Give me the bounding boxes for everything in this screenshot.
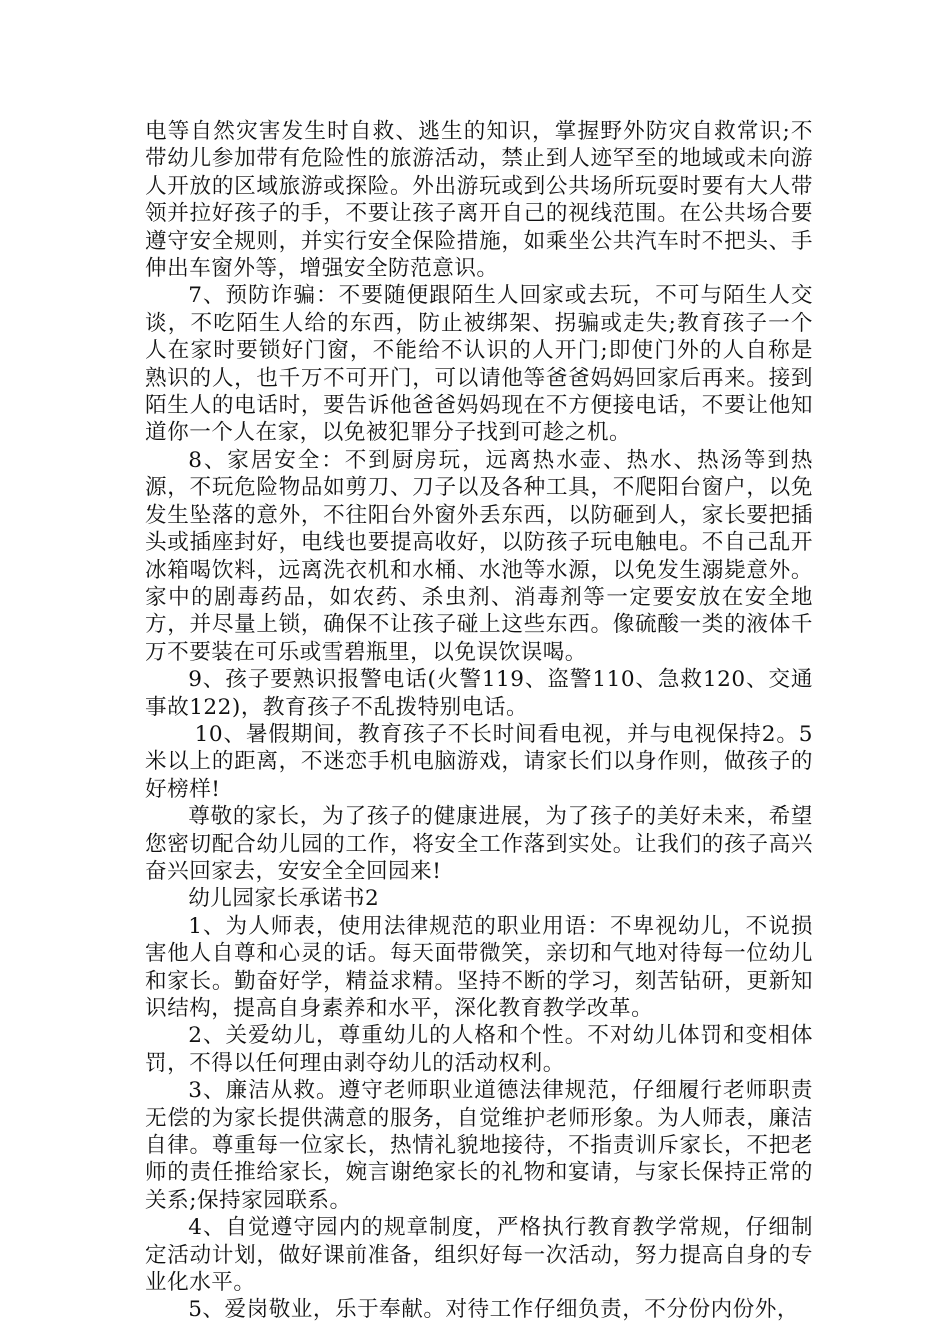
paragraph-pledge-3: 3、廉洁从救。遵守老师职业道德法律规范，仔细履行老师职责无偿的为家长提供满意的服务，自觉维护老师形象。为人师表，廉洁自律。尊重每一位家长，热情礼貌地接待，不指责训斥家长，不把老师的责任推给家长，婉言谢绝家长的礼物和宴请，与家长保持正常的关系;保持家园联系。 <box>145 1078 813 1213</box>
paragraph-closing: 尊敬的家长，为了孩子的健康进展，为了孩子的美好未来，希望您密切配合幼儿园的工作，将安全工作落到实处。让我们的孩子高兴奋兴回家去，安安全全回园来! <box>145 804 813 884</box>
paragraph-item-10: 10、暑假期间，教育孩子不长时间看电视，并与电视保持2。5米以上的距离，不迷恋手机电脑游戏，请家长们以身作则，做孩子的好榜样! <box>145 721 813 802</box>
paragraph-pledge-5: 5、爱岗敬业，乐于奉献。对待工作仔细负责，不分份内份外， <box>188 1297 799 1323</box>
document-page <box>145 118 813 1324</box>
paragraph-item-9: 9、孩子要熟识报警电话(火警119、盗警110、急救120、交通事故122)，教育孩子不乱拨特别电话。 <box>145 667 813 720</box>
section-heading: 幼儿园家长承诺书2 <box>188 886 380 912</box>
paragraph-safety-outdoor: 电等自然灾害发生时自救、逃生的知识，掌握野外防灾自救常识;不带幼儿参加带有危险性的旅游活动，禁止到人迹罕至的地域或未向游人开放的区域旅游或探险。外出游玩或到公共场所玩耍时要有大人带领并拉好孩子的手，不要让孩子离开自己的视线范围。在公共场合要遵守安全规则，并实行安全保险措施，如乘坐公共汽车时不把头、手伸出车窗外等，增强安全防范意识。 <box>145 119 813 282</box>
paragraph-pledge-1: 1、为人师表，使用法律规范的职业用语：不卑视幼儿，不说损害他人自尊和心灵的话。每天面带微笑，亲切和气地对待每一位幼儿和家长。勤奋好学，精益求精。坚持不断的学习，刻苦钻研，更新知识结构，提高自身素养和水平，深化教育教学改革。 <box>145 913 813 1021</box>
paragraph-pledge-4: 4、自觉遵守园内的规章制度，严格执行教育教学常规，仔细制定活动计划，做好课前准备，组织好每一次活动，努力提高自身的专业化水平。 <box>145 1215 813 1296</box>
paragraph-item-8: 8、家居安全：不到厨房玩，远离热水壶、热水、热汤等到热源，不玩危险物品如剪刀、刀子以及各种工具，不爬阳台窗户，以免发生坠落的意外，不往阳台外窗外丢东西，以防砸到人，家长要把插头或插座封好，电线也要提高收好，以防孩子玩电触电。不自己乱开冰箱喝饮料，远离洗衣机和水桶、水池等水源，以免发生溺毙意外。家中的剧毒药品，如农药、杀虫剂、消毒剂等一定要安放在安全地方，并尽量上锁，确保不让孩子碰上这些东西。像硫酸一类的液体千万不要装在可乐或雪碧瓶里，以免误饮误喝。 <box>145 447 813 665</box>
paragraph-pledge-2: 2、关爱幼儿，尊重幼儿的人格和个性。不对幼儿体罚和变相体罚，不得以任何理由剥夺幼儿的活动权利。 <box>145 1023 813 1076</box>
paragraph-item-7: 7、预防诈骗：不要随便跟陌生人回家或去玩，不可与陌生人交谈，不吃陌生人给的东西，防止被绑架、拐骗或走失;教育孩子一个人在家时要锁好门窗，不能给不认识的人开门;即使门外的人自称是熟识的人，也千万不可开门，可以请他等爸爸妈妈回家后再来。接到陌生人的电话时，要告诉他爸爸妈妈现在不方便接电话，不要让他知道你一个人在家，以免被犯罪分子找到可趁之机。 <box>145 283 813 446</box>
